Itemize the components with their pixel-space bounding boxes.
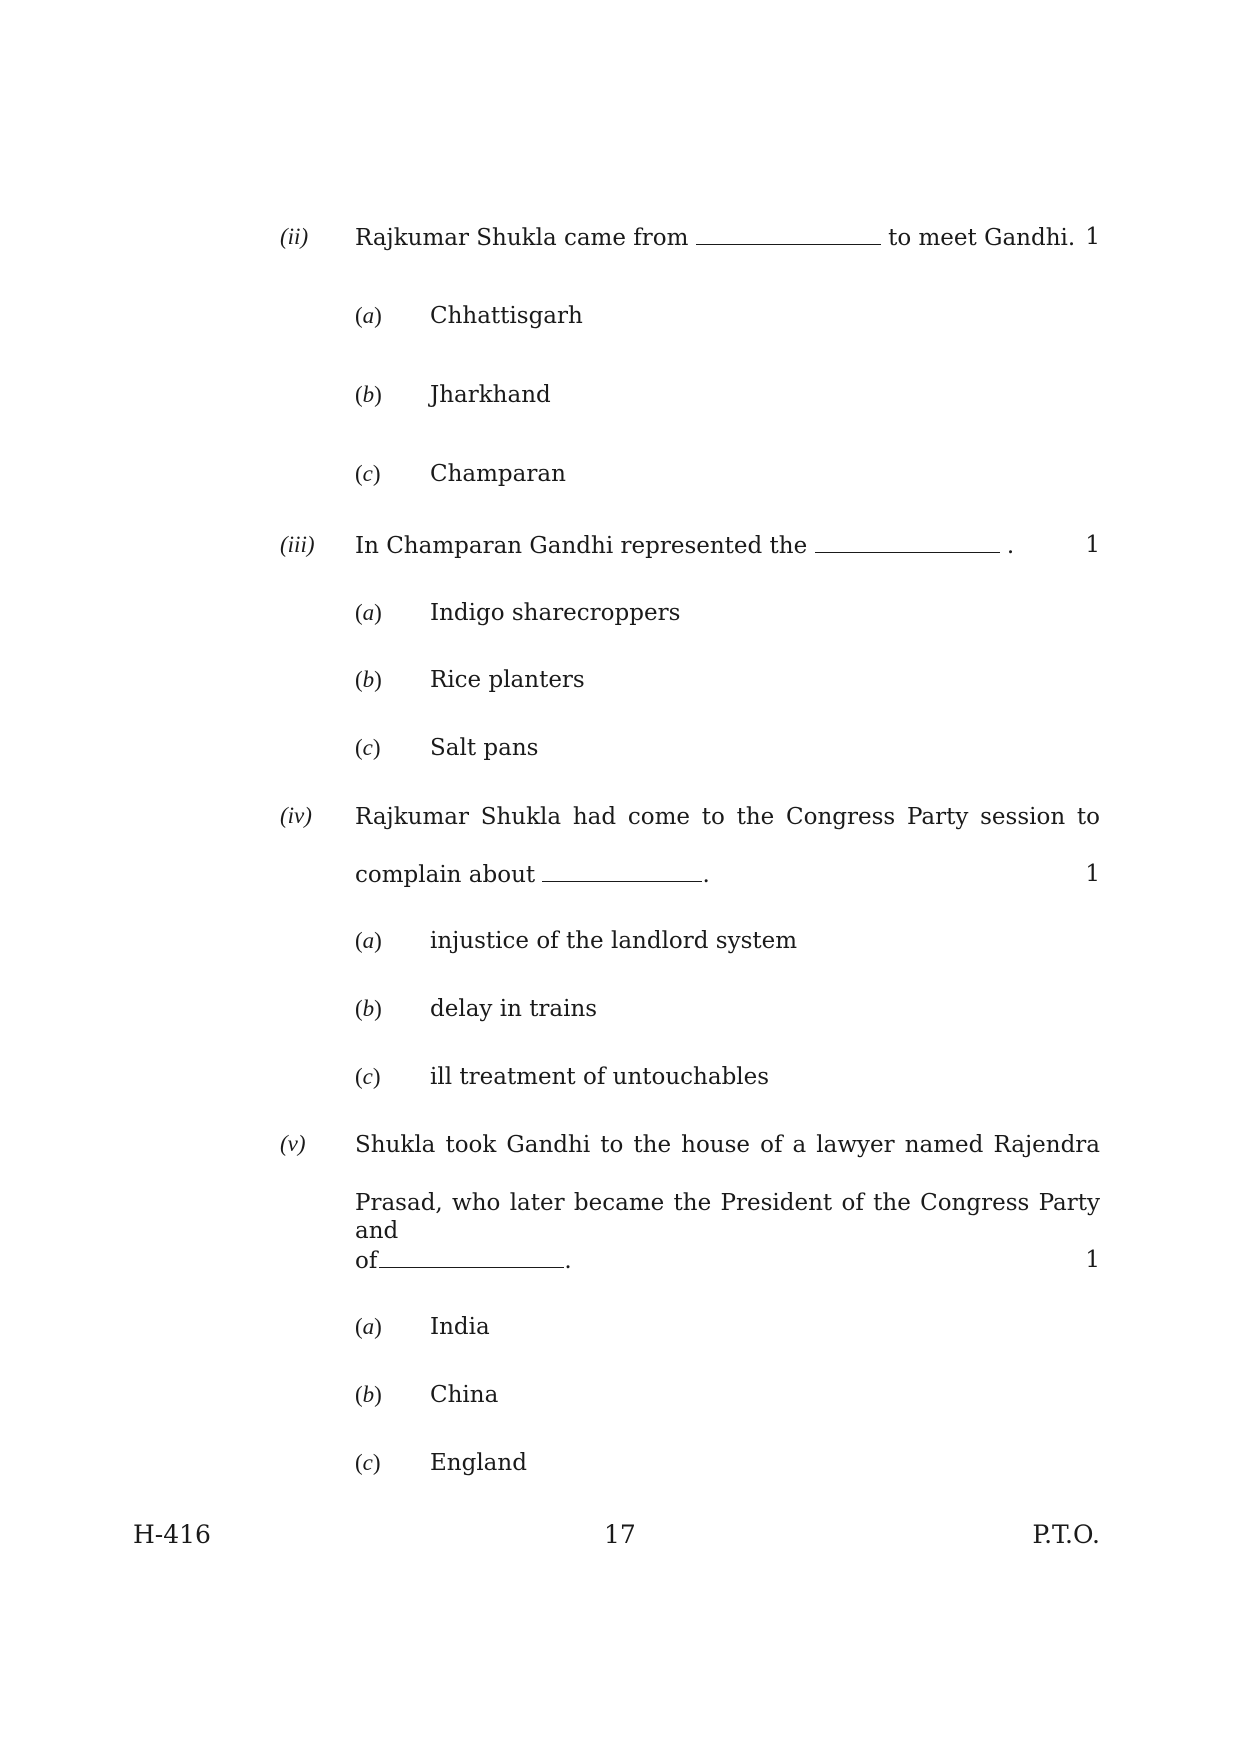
option-letter: (c) — [355, 461, 381, 486]
question-number: ii — [287, 224, 301, 249]
question-text: Rajkumar Shukla came from to meet Gandhi. — [355, 225, 1076, 251]
question-number: iv — [287, 803, 305, 828]
answer-blank — [542, 861, 702, 882]
question-text: of . — [355, 1248, 572, 1274]
option-text: India — [430, 1314, 490, 1340]
question-text: Shukla took Gandhi to the house of a lawyer named Rajendra — [355, 1132, 1100, 1158]
option-letter: (b) — [355, 382, 382, 407]
option-text: Rice planters — [430, 667, 585, 693]
marks: 1 — [1085, 861, 1100, 887]
page-number: 17 — [604, 1520, 636, 1549]
question-text: Rajkumar Shukla had come to the Congress Party session to — [355, 804, 1100, 830]
option-text: Jharkhand — [430, 382, 551, 408]
option-letter: (b) — [355, 996, 382, 1021]
marks: 1 — [1085, 224, 1100, 250]
option-text: ill treatment of untouchables — [430, 1064, 770, 1090]
option-letter: (c) — [355, 1064, 381, 1089]
paper-code: H-416 — [133, 1520, 211, 1549]
option-letter: (a) — [355, 928, 382, 953]
option-text: delay in trains — [430, 996, 598, 1022]
option-text: injustice of the landlord system — [430, 928, 798, 954]
marks: 1 — [1085, 1247, 1100, 1273]
option-text: England — [430, 1450, 527, 1476]
option-letter: (c) — [355, 735, 381, 760]
option-text: Salt pans — [430, 735, 539, 761]
marks: 1 — [1085, 532, 1100, 558]
answer-blank — [379, 1247, 564, 1268]
pto-label: P.T.O. — [1032, 1520, 1100, 1549]
option-text: Indigo sharecroppers — [430, 600, 681, 626]
option-letter: (b) — [355, 1382, 382, 1407]
option-text: Chhattisgarh — [430, 303, 583, 329]
option-text: Champaran — [430, 461, 566, 487]
option-letter: (c) — [355, 1450, 381, 1475]
question-text: In Champaran Gandhi represented the . — [355, 533, 1015, 559]
question-number: v — [287, 1131, 298, 1156]
option-letter: (a) — [355, 303, 382, 328]
answer-blank — [815, 532, 1000, 553]
answer-blank — [696, 224, 881, 245]
option-text: China — [430, 1382, 499, 1408]
option-letter: (a) — [355, 1314, 382, 1339]
question-number: iii — [287, 532, 307, 557]
question-text: Prasad, who later became the President of the Congress Party and — [355, 1190, 1100, 1244]
question-text: complain about . — [355, 862, 710, 888]
exam-page: (ii) Rajkumar Shukla came from to meet Gandhi. 1 (a) Chhattisgarh (b) Jharkhand (c) Champaran (iii) In Champaran Gandhi represented the . 1 (a) Indigo sharecroppers (b) Rice planters (c) Salt pans (iv) Rajkumar Shukla had come to the Congress Party session to complain about . 1 (a) injustice of the landlord system (b) delay in trains (c) ill treatment of untouchables (v) Shukla took Gandhi to the house of a lawyer named Rajendra Prasad, who later became the President of the Congress Party and of . 1 (a) India (b) China (c) England H-416 17 P.T.O. — [133, 224, 1100, 1549]
option-letter: (a) — [355, 600, 382, 625]
option-letter: (b) — [355, 667, 382, 692]
